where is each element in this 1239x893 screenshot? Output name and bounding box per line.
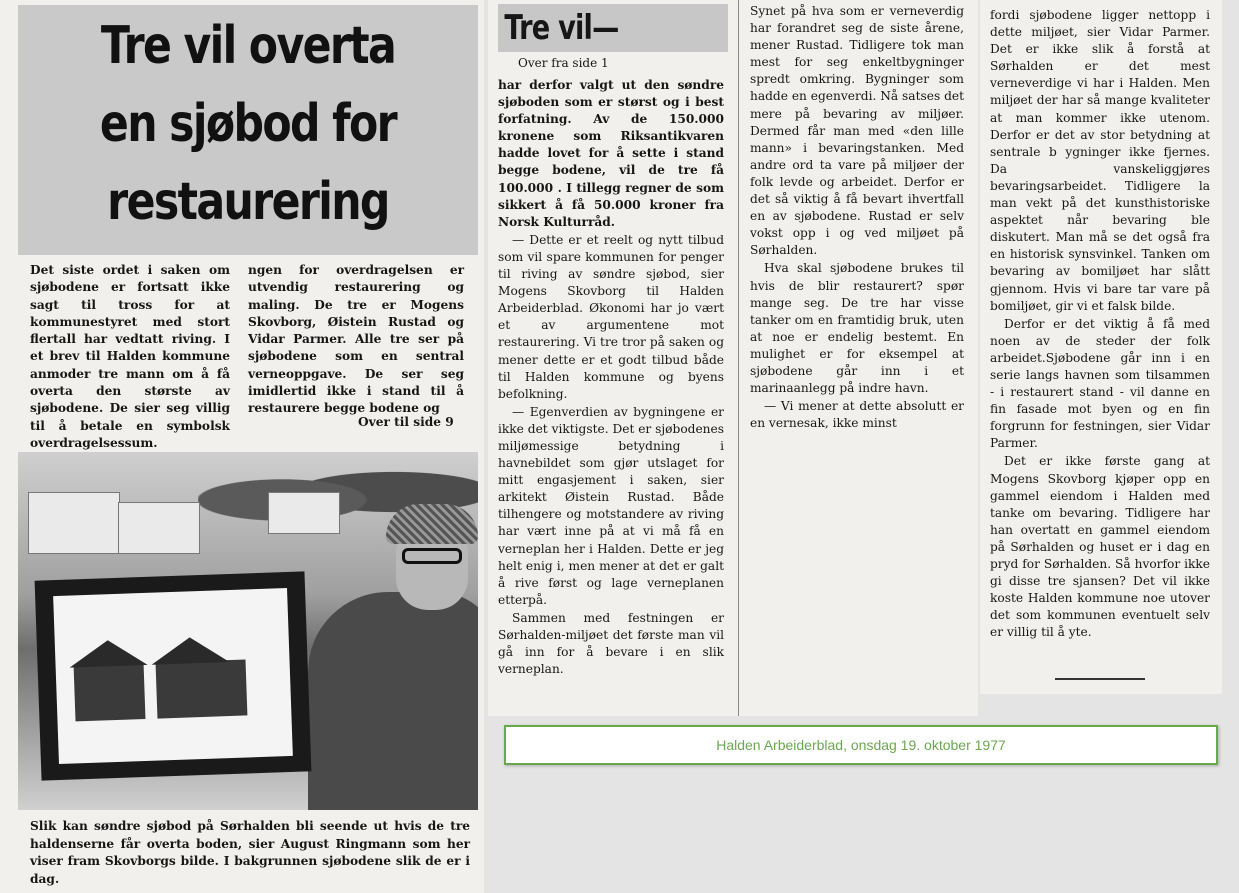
headline (59, 7, 436, 241)
framed-picture-canvas (53, 588, 293, 764)
column-divider (738, 0, 739, 716)
photo-man-coat (308, 592, 478, 810)
column-3-paragraph: Det er ikke første gang at Mogens Skovborg kjøper opp en gammel eiendom i Halden med tanke om bevaring. Tidligere har han overtatt en gammel eiendom på Sørhalden og huset er i dag en pryd for Sørhalden. Så hvorfor ikke gi disse tre sjansen? Det vil ikke koste Halden kommune noe utover det som kommunen eventuelt selv er villig til å yte. (990, 454, 1210, 640)
front-page-clipping (0, 0, 484, 893)
column-2-paragraph: Synet på hva som er verneverdig har forandret seg de siste årene, mener Rustad. Tidligere tok man mest for seg enkeltbygninger spredt omkring. Bygninger som hadde en egenverdi. Nå satses det mere på bevaring av miljøer. Dermed får man med «den lille mann» i bevaringstanken. Med andre ord ta vare på miljøer der folk levde og arbeidet. Derfor er det så viktig å få bevart ihvertfall en av sjøbodene. Rustad er selv vokst opp i og ved miljøet på Sørhalden. (750, 4, 964, 258)
headline-line-3: restaurering (107, 172, 389, 232)
headline-line-2: en sjøbod for (99, 94, 397, 154)
article-end-rule (1055, 678, 1145, 680)
photo-man-glasses (402, 548, 462, 564)
column-3-paragraph: fordi sjøbodene ligger nettopp i dette miljøet, sier Vidar Parmer. Det er ikke slik å forstå at Sørhalden er det mest verneverdige vi har i Halden. Men miljøet der har så mange kvaliteter at man kommer ikke utenom. Derfor er det av stor betydning at sentrale b ygninger ikke fjernes. Da vanskeliggjøres bevaringsarbeidet. Tidligere la man vekt på det kunsthistoriske aspektet når bevaring ble diskutert. Man må se det også fra en historisk synsvinkel. Tanken om bevaring av bomiljøet har slått gjennom. Hvis vi bare tar vare på bomiljøet, gir vi et falsk bilde. (990, 8, 1210, 313)
news-photo (18, 452, 478, 810)
article-column-3 (990, 7, 1210, 642)
photo-building (268, 492, 340, 534)
column-2-paragraph: Hva skal sjøbodene brukes til hvis de blir restaurert? spør mange seg. De tre har visse tanker om en framtidig bruk, uten at noe er endelig bestemt. En mulighet er for eksempel at sjøbodene går inn i et marinaanlegg på indre havn. (750, 261, 964, 396)
source-caption: Halden Arbeiderblad, onsdag 19. oktober 1977 (504, 725, 1218, 765)
column-1-paragraph: — Dette er et reelt og nytt tilbud som vil spare kommunen for penger til riving av søndre sjøbod, sier Mogens Skovborg til Halden Arbeiderblad. Økonomi har jo vært et av argumentene mot restaurering. Vi tre tror på saken og mener dette er et godt tilbud både til Halden kommune og byens befolkning. (498, 232, 724, 401)
photo-building (118, 502, 200, 554)
framed-picture (35, 571, 312, 780)
continuation-title-box (498, 4, 728, 52)
continued-reference: Over til side 9 (358, 415, 454, 429)
headline-line-1: Tre vil overta (100, 16, 396, 76)
column-1-intro: har derfor valgt ut den søndre sjøboden som er størst og i best forfatning. Av de 150.000 kronene som Riksantikvaren hadde lovet for å sette i stand begge bodene, vil de tre få 100.000 . I tillegg regner de som sikkert å få 50.000 kroner fra Norsk Kulturråd. (498, 78, 724, 229)
article-column-3-clipping (980, 0, 1222, 694)
continuation-title: Tre vil— (504, 8, 619, 48)
photo-man-cap (386, 504, 478, 544)
column-1-paragraph: — Egenverdien av bygningene er ikke det viktigste. Det er sjøbodenes miljømessige betydning i havnebildet som gjør utslaget for mitt engasjement i saken, sier arkitekt Øistein Rustad. Både tilhengere og motstandere av riving har vært inne på at vi må få en verneplan her i Halden. Dette er jeg helt enig i, men mener at det er galt å rive først og lage verneplanen etterpå. (498, 404, 724, 607)
boathouse-drawing (156, 659, 248, 718)
column-2-paragraph: — Vi mener at dette absolutt er en vernesak, ikke minst (750, 399, 964, 431)
boathouse-drawing (74, 663, 146, 721)
photo-caption: Slik kan søndre sjøbod på Sørhalden bli seende ut hvis de tre haldenserne får overta boden, sier August Ringmann som her viser fram Skovborgs bilde. I bakgrunnen sjøbodene slik de er i dag. (30, 819, 470, 886)
continued-from: Over fra side 1 (518, 56, 609, 70)
lead-column-2: ngen for overdragelsen er utvendig restaurering og maling. De tre er Mogens Skovborg, Øistein Rustad og Vidar Parmer. Alle tre ser på sjøbodene som en sentral verneoppgave. De ser seg imidlertid ikke i stand til å restaurere begge bodene og (248, 263, 464, 416)
continuation-clipping (488, 0, 978, 716)
article-column-1 (498, 77, 724, 679)
photo-building (28, 492, 120, 554)
column-1-paragraph: Sammen med festningen er Sørhalden-miljøet det første man vil gå inn for å bevare i en slik verneplan. (498, 610, 724, 677)
headline-box (18, 5, 478, 255)
lead-column-1: Det siste ordet i saken om sjøbodene er fortsatt ikke sagt til tross for at kommunestyret med stort flertall har vedtatt riving. I et brev til Halden kommune anmoder tre mann om å få overta den største av sjøbodene. De sier seg villig til å betale en symbolsk overdragelsessum. (30, 263, 230, 450)
article-column-2 (750, 3, 964, 433)
column-3-paragraph: Derfor er det viktig å få med noen av de steder der folk arbeidet.Sjøbodene går inn i en serie langs havnen som tilsammen - i restaurert stand - vil danne en fin fasade mot byen og en fin forgrunn for festningen, sier Vidar Parmer. (990, 316, 1210, 451)
